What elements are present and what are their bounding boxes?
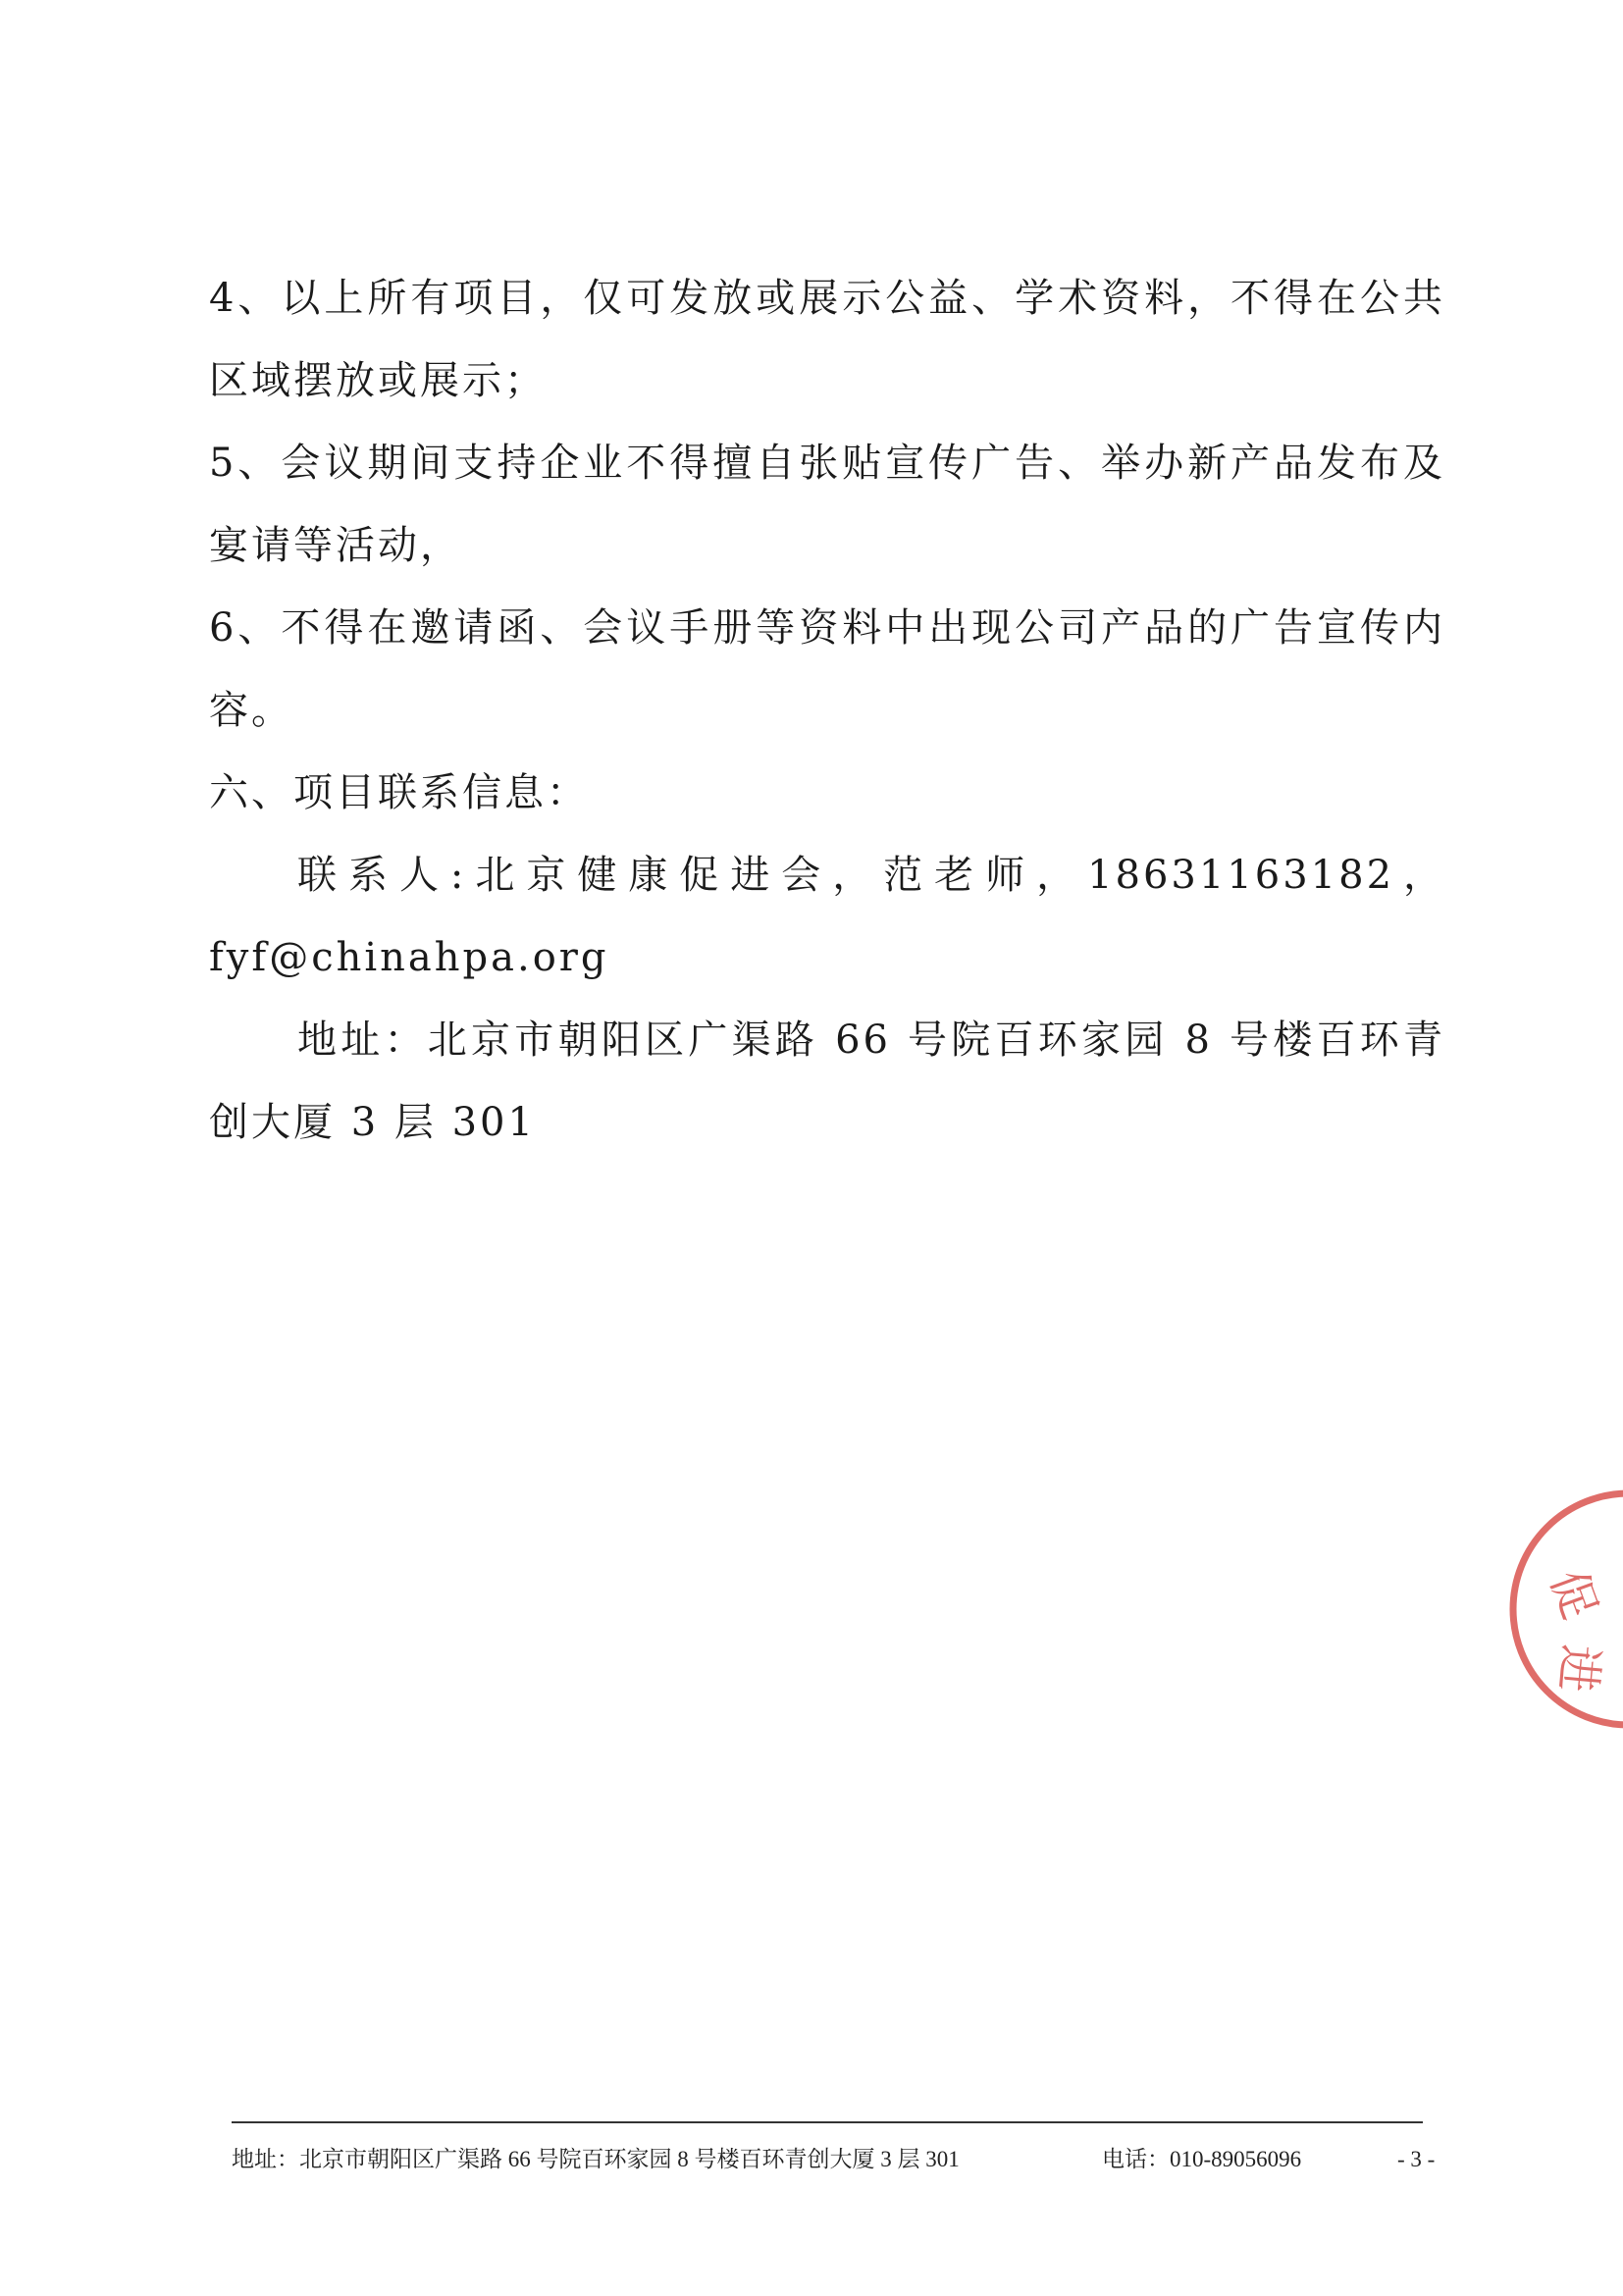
section-heading-contact: 六、项目联系信息： (209, 770, 589, 815)
official-seal-stamp (1482, 1462, 1623, 1756)
paragraph-item-4: 4、以上所有项目，仅可发放或展示公益、学术资料，不得在公共区域摆放或展示； (209, 276, 1445, 403)
footer-divider (232, 2121, 1423, 2123)
footer-phone: 电话：010-89056096 (1102, 2147, 1302, 2171)
paragraph-item-5: 5、会议期间支持企业不得擅自张贴宣传广告、举办新产品发布及宴请等活动， (209, 441, 1445, 568)
footer-address: 地址：北京市朝阳区广渠路 66 号院百环家园 8 号楼百环青创大厦 3 层 301 (232, 2147, 960, 2171)
document-body (209, 257, 1445, 1164)
contact-info: 联系人:北京健康促进会，范老师，18631163182，fyf@chinahpa.org (209, 853, 1445, 980)
svg-text:促: 促 (1539, 1562, 1607, 1627)
paragraph-item-6: 6、不得在邀请函、会议手册等资料中出现公司产品的广告宣传内容。 (209, 605, 1445, 733)
page-number: - 3 - (1397, 2147, 1436, 2171)
svg-text:进: 进 (1548, 1642, 1608, 1695)
address-info: 地址：北京市朝阳区广渠路 66 号院百环家园 8 号楼百环青创大厦 3 层 301 (209, 1018, 1445, 1145)
